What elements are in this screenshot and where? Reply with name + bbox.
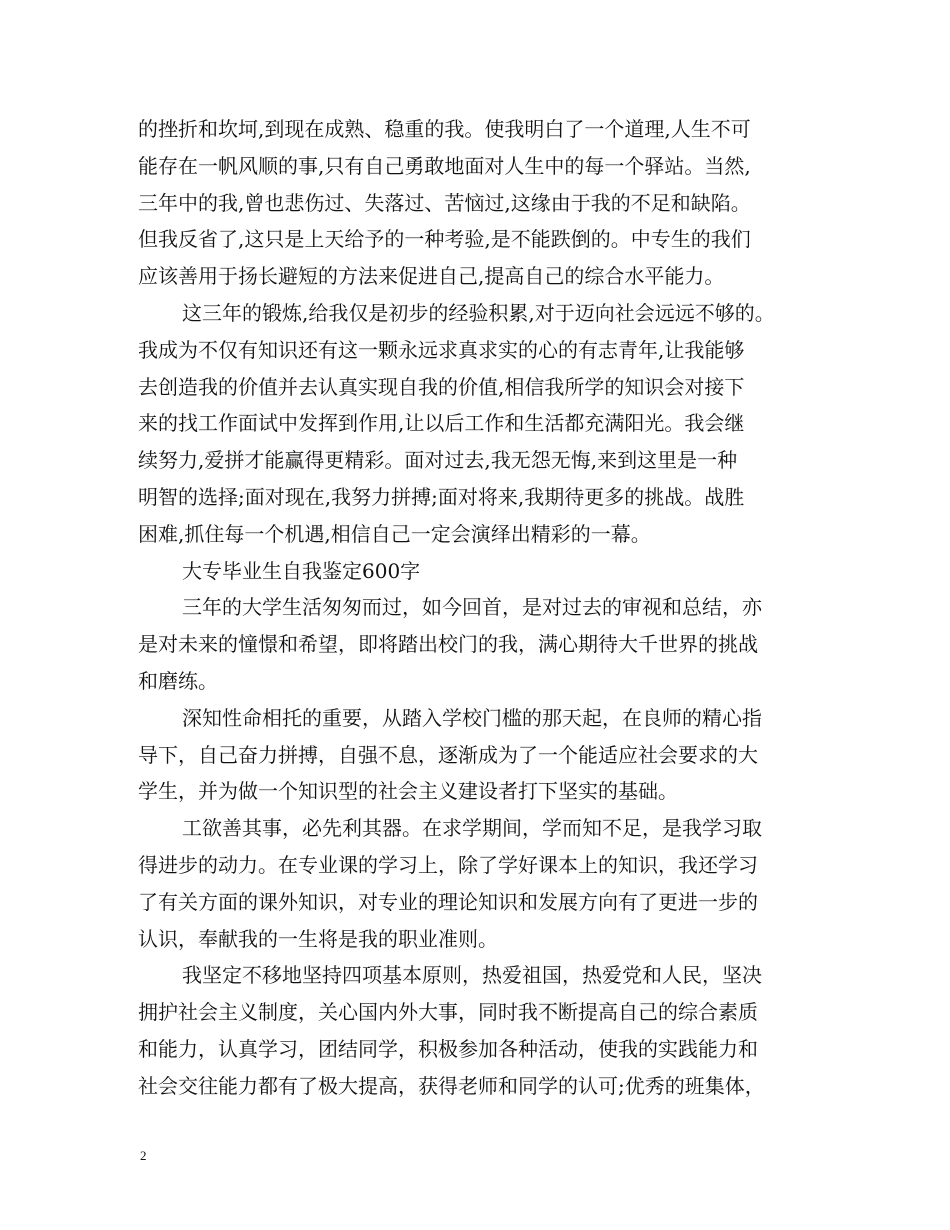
text-line: 认识，奉献我的一生将是我的职业准则。 (138, 926, 498, 951)
text-line: 这三年的锻炼,给我仅是初步的经验积累,对于迈向社会远远不够的。 (182, 300, 775, 325)
text-line: 深知性命相托的重要，从踏入学校门槛的那天起，在良师的精心指 (182, 705, 762, 730)
text-line: 我成为不仅有知识还有这一颗永远求真求实的心的有志青年,让我能够 (138, 337, 745, 362)
text-line: 拥护社会主义制度，关心国内外大事，同时我不断提高自己的综合素质 (138, 1000, 758, 1025)
text-line: 来的找工作面试中发挥到作用,让以后工作和生活都充满阳光。我会继 (138, 411, 745, 436)
text-line: 和磨练。 (138, 668, 218, 693)
page-number: 2 (140, 1148, 147, 1163)
text-line: 三年中的我,曾也悲伤过、失落过、苦恼过,这缘由于我的不足和缺陷。 (138, 190, 751, 215)
text-line: 困难,抓住每一个机遇,相信自己一定会演绎出精彩的一幕。 (138, 521, 651, 546)
text-line: 应该善用于扬长避短的方法来促进自己,提高自己的综合水平能力。 (138, 264, 725, 289)
text-line: 去创造我的价值并去认真实现自我的价值,相信我所学的知识会对接下 (138, 374, 745, 399)
text-line: 社会交往能力都有了极大提高，获得老师和同学的认可;优秀的班集体， (138, 1073, 765, 1098)
text-line: 学生，并为做一个知识型的社会主义建设者打下坚实的基础。 (138, 779, 678, 804)
text-line: 明智的选择;面对现在,我努力拼搏;面对将来,我期待更多的挑战。战胜 (138, 484, 745, 509)
text-line: 得进步的动力。在专业课的学习上，除了学好课本上的知识，我还学习 (138, 852, 758, 877)
text-line: 但我反省了,这只是上天给予的一种考验,是不能跌倒的。中专生的我们 (138, 227, 751, 252)
text-line: 工欲善其事，必先利其器。在求学期间，学而知不足，是我学习取 (182, 816, 762, 841)
text-line: 的挫折和坎坷,到现在成熟、稳重的我。使我明白了一个道理,人生不可 (138, 117, 751, 141)
text-line: 大专毕业生自我鉴定600字 (182, 558, 421, 583)
text-line: 续努力,爱拼才能赢得更精彩。面对过去,我无怨无悔,来到这里是一种 (138, 448, 738, 473)
text-line: 了有关方面的课外知识，对专业的理论知识和发展方向有了更进一步的 (138, 889, 758, 914)
document-body (138, 111, 828, 1105)
text-line: 和能力，认真学习，团结同学，积极参加各种活动，使我的实践能力和 (138, 1036, 758, 1061)
text-line: 三年的大学生活匆匆而过，如今回首，是对过去的审视和总结，亦 (182, 595, 762, 620)
text-line: 我坚定不移地坚持四项基本原则，热爱祖国，热爱党和人民，坚决 (182, 963, 762, 988)
text-line: 能存在一帆风顺的事,只有自己勇敢地面对人生中的每一个驿站。当然, (138, 153, 751, 178)
text-line: 导下，自己奋力拼搏，自强不息，逐渐成为了一个能适应社会要求的大 (138, 742, 758, 767)
text-line: 是对未来的憧憬和希望，即将踏出校门的我，满心期待大千世界的挑战 (138, 632, 758, 657)
